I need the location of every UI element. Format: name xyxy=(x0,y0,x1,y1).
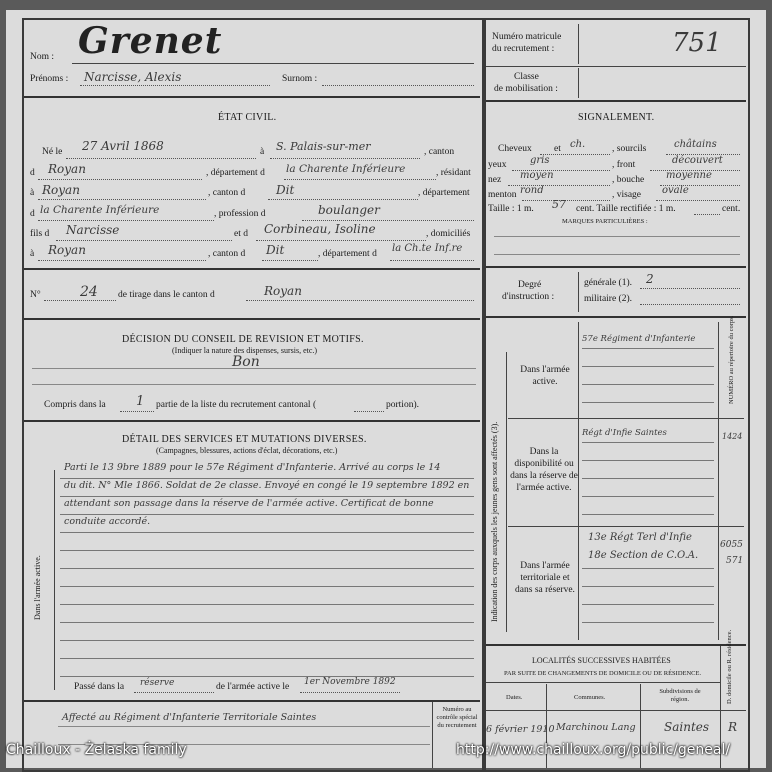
generale-label: générale (1). xyxy=(584,278,632,288)
cent-label: cent. Taille rectifiée : 1 m. xyxy=(576,204,676,214)
sourcils-value: châtains xyxy=(674,139,717,150)
domicile-value: Royan xyxy=(48,243,86,257)
menton-value: rond xyxy=(520,185,544,196)
territoriale-label: Dans l'armée territoriale et dans sa réserve. xyxy=(515,561,575,595)
signalement-title: SIGNALEMENT. xyxy=(578,112,655,123)
footer-family: Chailloux - Żelaska family xyxy=(6,742,187,758)
matricule-value: 751 xyxy=(672,28,722,58)
loc-commune-value: Marchinou Lang xyxy=(556,722,636,733)
instruction-generale-value: 2 xyxy=(646,272,654,286)
taille-label: Taille : 1 m. xyxy=(488,204,534,214)
corps-territoriale-2-value: 18e Section de C.O.A. xyxy=(588,550,699,561)
nom-label: Nom : xyxy=(30,52,55,62)
nom-value: Grenet xyxy=(78,20,223,62)
nez-value: moyen xyxy=(520,170,554,181)
passe-date-value: 1er Novembre 1892 xyxy=(304,677,396,687)
numero-tirage-value: 24 xyxy=(80,284,98,300)
footer-url: http://www.chailloux.org/public/geneal/ xyxy=(456,742,731,758)
taille-value: 57 xyxy=(552,198,566,211)
classe-label-2: de mobilisation : xyxy=(494,84,558,94)
no-label: N° xyxy=(30,290,41,300)
et-d-label: et d xyxy=(234,229,248,239)
numero-repertoire-3b-value: 571 xyxy=(726,556,744,566)
dans-armee-active-vertical: Dans l'armée active. xyxy=(33,555,42,620)
front-value: découvert xyxy=(672,155,723,166)
portion-label: portion). xyxy=(386,400,419,410)
marques-label: MARQUES PARTICULIÈRES : xyxy=(562,218,648,225)
cent2-label: cent. xyxy=(722,204,741,214)
indication-vertical: Indication des corps auxquels les jeunes gens sont affectés (3). xyxy=(490,421,499,622)
decision-value: Bon xyxy=(232,354,260,370)
front-label: , front xyxy=(612,160,636,170)
corps-active-value: 57e Régiment d'Infanterie xyxy=(582,334,696,344)
passe-label: Passé dans la xyxy=(74,682,125,692)
affecte-value: Affecté au Régiment d'Infanterie Territoriale Saintes xyxy=(62,712,317,723)
numero-matricule-label-1: Numéro matricule xyxy=(492,32,562,42)
departement-naissance-value: la Charente Inférieure xyxy=(286,163,406,175)
dates-header: Dates. xyxy=(506,694,523,701)
detail-line-2: du dit. N° Mle 1866. Soldat de 2e classe. Envoyé en congé le 19 septembre 1892 en xyxy=(64,480,470,491)
passe-dans-value: réserve xyxy=(140,678,175,688)
a3-label: à xyxy=(30,249,35,259)
ne-le-label: Né le xyxy=(42,147,63,157)
cheveux-value: ch. xyxy=(570,139,586,150)
detail-subtitle: (Campagnes, blessures, actions d'éclat, décorations, etc.) xyxy=(156,446,338,455)
canton-label: , canton xyxy=(424,147,455,157)
numero-controle-label: Numéro au contrôle spécial du recrutement xyxy=(436,706,478,729)
lieu-naissance-value: S. Palais-sur-mer xyxy=(276,140,371,153)
partie-value: 1 xyxy=(136,394,145,409)
a2-label: à xyxy=(30,188,35,198)
a-label: à xyxy=(260,147,265,157)
canton-tirage-value: Royan xyxy=(264,284,302,298)
militaire-label: militaire (2). xyxy=(584,294,633,304)
pere-value: Narcisse xyxy=(66,223,120,237)
de-armee-label: de l'armée active le xyxy=(216,682,290,692)
et-label: et xyxy=(554,144,561,154)
mere-value: Corbineau, Isoline xyxy=(264,222,376,236)
numero-repertoire-2-value: 1424 xyxy=(722,432,743,441)
tirage-label: de tirage dans le canton d xyxy=(118,290,215,300)
loc-date-value: 6 février 1910 xyxy=(486,724,555,735)
loc-dr-value: R xyxy=(728,720,738,734)
visage-value: ovale xyxy=(662,185,689,196)
detail-line-4: conduite accordé. xyxy=(64,516,151,527)
yeux-label: yeux xyxy=(488,160,507,170)
visage-label: , visage xyxy=(612,190,642,200)
degre-label-2: d'instruction : xyxy=(502,292,555,302)
departement-d2-label: , département d xyxy=(318,249,377,259)
profession-label: , profession d xyxy=(214,209,266,219)
localites-subtitle: PAR SUITE DE CHANGEMENTS DE DOMICILE OU DE RÉSIDENCE. xyxy=(504,670,702,677)
canton-domicile-value: Dit xyxy=(266,243,285,257)
departement-domicile-value: la Ch.te Inf.re xyxy=(392,243,463,254)
residence-value: Royan xyxy=(42,183,80,197)
d1-label: d xyxy=(30,168,35,178)
classe-label-1: Classe xyxy=(514,72,539,82)
loc-subdivision-value: Saintes xyxy=(664,720,710,734)
domicile-residence-vertical: D. domicile ou R. résidence. xyxy=(726,629,733,704)
etat-civil-title: ÉTAT CIVIL. xyxy=(218,112,277,123)
corps-reserve-value: Régt d'Infie Saintes xyxy=(582,428,667,438)
numero-repertoire-vertical: NUMÉRO au répertoire du corps. xyxy=(728,315,735,404)
profession-value: boulanger xyxy=(318,203,380,217)
cheveux-label: Cheveux xyxy=(498,144,532,154)
armee-active-label: Dans l'armée active. xyxy=(520,365,570,387)
decision-subtitle: (Indiquer la nature des dispenses, sursis, etc.) xyxy=(172,346,318,355)
prenoms-label: Prénoms : xyxy=(30,74,69,84)
canton-naissance-value: Royan xyxy=(48,162,86,176)
surnom-label: Surnom : xyxy=(282,74,318,84)
menton-label: menton xyxy=(488,190,517,200)
yeux-value: gris xyxy=(530,155,550,166)
communes-header: Communes. xyxy=(574,694,606,701)
degre-label-1: Degré xyxy=(518,280,542,290)
canton-residence-value: Dit xyxy=(276,183,295,197)
detail-line-3: attendant son passage dans la réserve de l'armée active. Certificat de bonne xyxy=(64,498,434,509)
d2-label: d xyxy=(30,209,35,219)
prenoms-value: Narcisse, Alexis xyxy=(84,70,182,84)
departement-d-label: , département d xyxy=(206,168,265,178)
domicilies-label: , domiciliés xyxy=(426,229,471,239)
nez-label: nez xyxy=(488,175,502,185)
compris-label: Compris dans la xyxy=(44,400,106,410)
fils-d-label: fils d xyxy=(30,229,50,239)
detail-title: DÉTAIL DES SERVICES ET MUTATIONS DIVERSES. xyxy=(122,434,367,445)
canton-d-label: , canton d xyxy=(208,188,246,198)
numero-matricule-label-2: du recrutement : xyxy=(492,44,555,54)
localites-title: LOCALITÉS SUCCESSIVES HABITÉES xyxy=(532,656,671,665)
bouche-value: moyenne xyxy=(666,170,712,181)
detail-line-1: Parti le 13 9bre 1889 pour le 57e Régiment d'Infanterie. Arrivé au corps le 14 xyxy=(64,462,441,473)
subdivisions-header: Subdivisions de région. xyxy=(659,688,701,703)
numero-repertoire-3a-value: 6055 xyxy=(720,540,743,550)
departement-label: , département xyxy=(418,188,470,198)
sourcils-label: , sourcils xyxy=(612,144,647,154)
corps-territoriale-1-value: 13e Régt Terl d'Infie xyxy=(588,532,692,543)
partie-label: partie de la liste du recrutement cantonal ( xyxy=(156,400,317,410)
disponibilite-label: Dans la disponibilité ou dans la réserve de l'armée active. xyxy=(510,447,578,493)
bouche-label: , bouche xyxy=(612,175,645,185)
residant-label: , résidant xyxy=(436,168,471,178)
canton-d2-label: , canton d xyxy=(208,249,246,259)
departement-residence-value: la Charente Inférieure xyxy=(40,204,160,216)
decision-title: DÉCISION DU CONSEIL DE REVISION ET MOTIFS. xyxy=(122,334,364,345)
date-naissance-value: 27 Avril 1868 xyxy=(82,139,164,153)
